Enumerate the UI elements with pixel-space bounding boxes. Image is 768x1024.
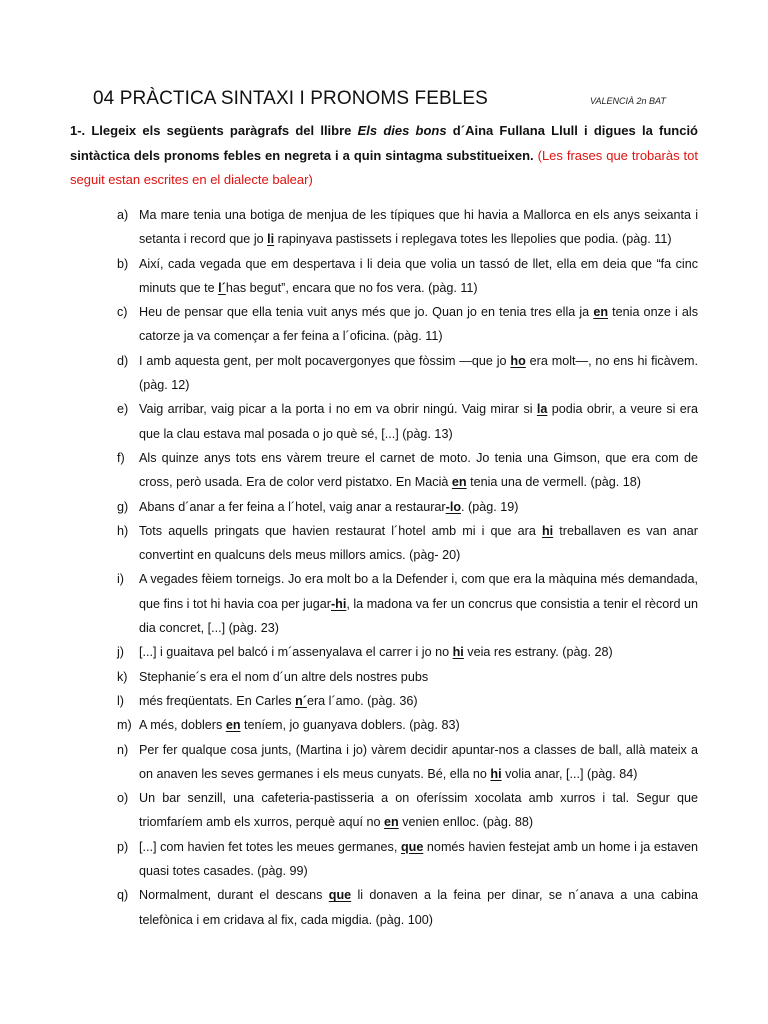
sentence-text-end: treballaven es van anar convertint en qualcuns dels meus millors amics. (pàg- 20) [139, 523, 699, 563]
exercise-item [117, 397, 698, 446]
item-marker: q) [117, 888, 129, 903]
item-marker: d) [117, 353, 129, 368]
exercise-item [117, 349, 698, 398]
exercise-item [117, 665, 698, 689]
sentence-text: [...] i guaitava pel balcó i m´assenyalava el carrer i jo no [139, 645, 453, 660]
instructions-paragraph [70, 119, 698, 193]
sentence-text-end: tenia una de vermell. (pàg. 18) [466, 475, 641, 490]
sentence-text: més freqüentats. En Carles [139, 693, 296, 708]
item-marker: h) [117, 523, 129, 538]
exercise-item [117, 786, 698, 835]
sentence-text-end: era l´amo. (pàg. 36) [306, 693, 418, 708]
sentence-text: [...] com havien fet totes les meues germanes, [139, 839, 401, 854]
book-title: Els dies bons [357, 123, 447, 138]
item-marker: c) [117, 305, 128, 320]
sentence-text: Un bar senzill, una cafeteria-pastisseria a on oferíssim xocolata amb xurros i tal. Segur que triomfaríem amb els xurros, perquè aquí no [139, 791, 698, 830]
item-marker: k) [117, 669, 128, 684]
dialect-note: (Les frases que trobaràs tot seguit estan escrites en el dialecte balear) [70, 147, 698, 187]
exercise-item [117, 883, 698, 932]
item-marker: m) [117, 718, 132, 733]
item-marker: a) [117, 208, 129, 222]
sentence-text-end: . (pàg. 19) [461, 499, 519, 514]
sentence-text-end: rapinyava pastissets i replegava totes les llepolies que podia. (pàg. 11) [274, 232, 672, 247]
exercise-item [117, 495, 698, 519]
sentence-text-end: veia res estrany. (pàg. 28) [463, 645, 613, 660]
sentence-text-end: podia obrir, a veure si era que la clau estava mal posada o jo què sé, [...] (pàg. 13) [139, 402, 699, 441]
sentence-text: I amb aquesta gent, per molt pocavergonyes que fòssim —que jo [139, 353, 511, 368]
exercise-item [117, 446, 698, 495]
exercise-item [117, 689, 698, 713]
weak-pronoun: en [451, 475, 467, 490]
weak-pronoun: n´ [295, 693, 307, 708]
weak-pronoun: que [400, 839, 424, 854]
sentence-text-end: has begut”, encara que no fos vera. (pàg. 11) [225, 280, 478, 295]
sentence-text: A vegades fèiem torneigs. Jo era molt bo a la Defender i, com que era la màquina més demandada, que fins i tot hi havia coa per jugar [139, 572, 698, 611]
sentence-text: Ma mare tenia una botiga de menjua de les típiques que hi havia a Mallorca en els anys seixanta i setanta i record que jo [139, 208, 698, 247]
page-title: 04 PRÀCTICA SINTAXI I PRONOMS FEBLES [93, 88, 488, 109]
sentence-text-end: volia anar, [...] (pàg. 84) [501, 766, 638, 781]
instructions-text: 1-. Llegeix els següents paràgrafs del llibre [70, 123, 358, 138]
sentence-text: Per fer qualque cosa junts, (Martina i jo) vàrem decidir apuntar-nos a classes de ball, allà mateix a on anaven les seves germanes i els meus cunyats. Bé, ella no [139, 742, 698, 781]
sentence-text: Als quinze anys tots ens vàrem treure el carnet de moto. Jo tenia una Gimson, que era com de cross, però usada. Era de color verd pistatxo. En Macià [139, 450, 698, 490]
exercise-item [117, 567, 698, 640]
item-marker: n) [117, 742, 129, 757]
sentence-text-end: venien enlloc. (pàg. 88) [398, 815, 534, 830]
exercise-item [117, 300, 698, 349]
item-marker: j) [117, 645, 124, 660]
sentence-text: Abans d´anar a fer feina a l´hotel, vaig anar a restaurar [139, 499, 446, 514]
item-marker: i) [117, 572, 124, 587]
exercise-item [117, 640, 698, 664]
sentence-text-end: només havien festejat amb un home i ja estaven quasi totes casades. (pàg. 99) [139, 839, 698, 879]
exercise-item [117, 519, 698, 568]
sentence-text: Així, cada vegada que em despertava i li deia que volia un tassó de llet, ella em deia que “fa cinc minuts que te [139, 256, 698, 295]
item-marker: o) [117, 791, 129, 806]
weak-pronoun: que [328, 888, 352, 903]
weak-pronoun: hi [452, 645, 464, 660]
sentence-text-end: tenia onze i als catorze ja va començar a fer feina a l´oficina. (pàg. 11) [139, 305, 699, 344]
exercise-item [117, 713, 698, 737]
sentence-text-end: li donaven a la feina per dinar, se n´anava a una cabina telefònica i em cridava al fix, cada migdia. (pàg. 100) [139, 888, 698, 927]
exercise-item [117, 835, 698, 884]
item-marker: g) [117, 499, 129, 514]
weak-pronoun: l´ [218, 280, 226, 295]
item-marker: e) [117, 402, 129, 417]
weak-pronoun: hi [490, 766, 502, 781]
item-marker: l) [117, 693, 124, 708]
exercise-item [117, 203, 698, 252]
item-marker: f) [117, 450, 125, 465]
sentence-text: Normalment, durant el descans [139, 888, 329, 903]
sentence-text: Stephanie´s era el nom d´un altre dels nostres pubs [139, 669, 429, 684]
weak-pronoun: -lo [445, 499, 462, 514]
item-marker: p) [117, 839, 129, 854]
exercise-item [117, 252, 698, 301]
sentence-text-end: , la madona va fer un concrus que consistia a tenir el rècord un dia concret, [...] (pàg. 23) [139, 596, 699, 636]
item-marker: b) [117, 256, 129, 271]
exercise-list [117, 203, 698, 932]
weak-pronoun: ho [510, 353, 526, 368]
sentence-text: Heu de pensar que ella tenia vuit anys més que jo. Quan jo en tenia tres ella ja [139, 305, 594, 320]
sentence-text-end: era molt—, no ens hi ficàvem. (pàg. 12) [139, 353, 698, 393]
instructions-text-continued: d´Aina Fullana Llull i digues la funció sintàctica dels pronoms febles en negreta i a quin sintagma substitueixen. [70, 123, 698, 163]
course-label: VALENCIÀ 2n BAT [590, 96, 666, 106]
weak-pronoun: la [536, 402, 548, 417]
weak-pronoun: hi [541, 523, 554, 538]
weak-pronoun: -hi [330, 596, 347, 611]
exercise-item [117, 738, 698, 787]
weak-pronoun: en [593, 305, 609, 320]
sentence-text: A més, doblers [139, 718, 226, 733]
sentence-text: Tots aquells pringats que havien restaurat l´hotel amb mi i que ara [139, 523, 542, 538]
title-row [93, 88, 693, 114]
sentence-text-end: teníem, jo guanyava doblers. (pàg. 83) [240, 718, 460, 733]
sentence-text: Vaig arribar, vaig picar a la porta i no em va obrir ningú. Vaig mirar si [139, 402, 537, 417]
weak-pronoun: en [384, 815, 399, 830]
weak-pronoun: en [225, 718, 241, 733]
weak-pronoun: li [267, 232, 275, 247]
